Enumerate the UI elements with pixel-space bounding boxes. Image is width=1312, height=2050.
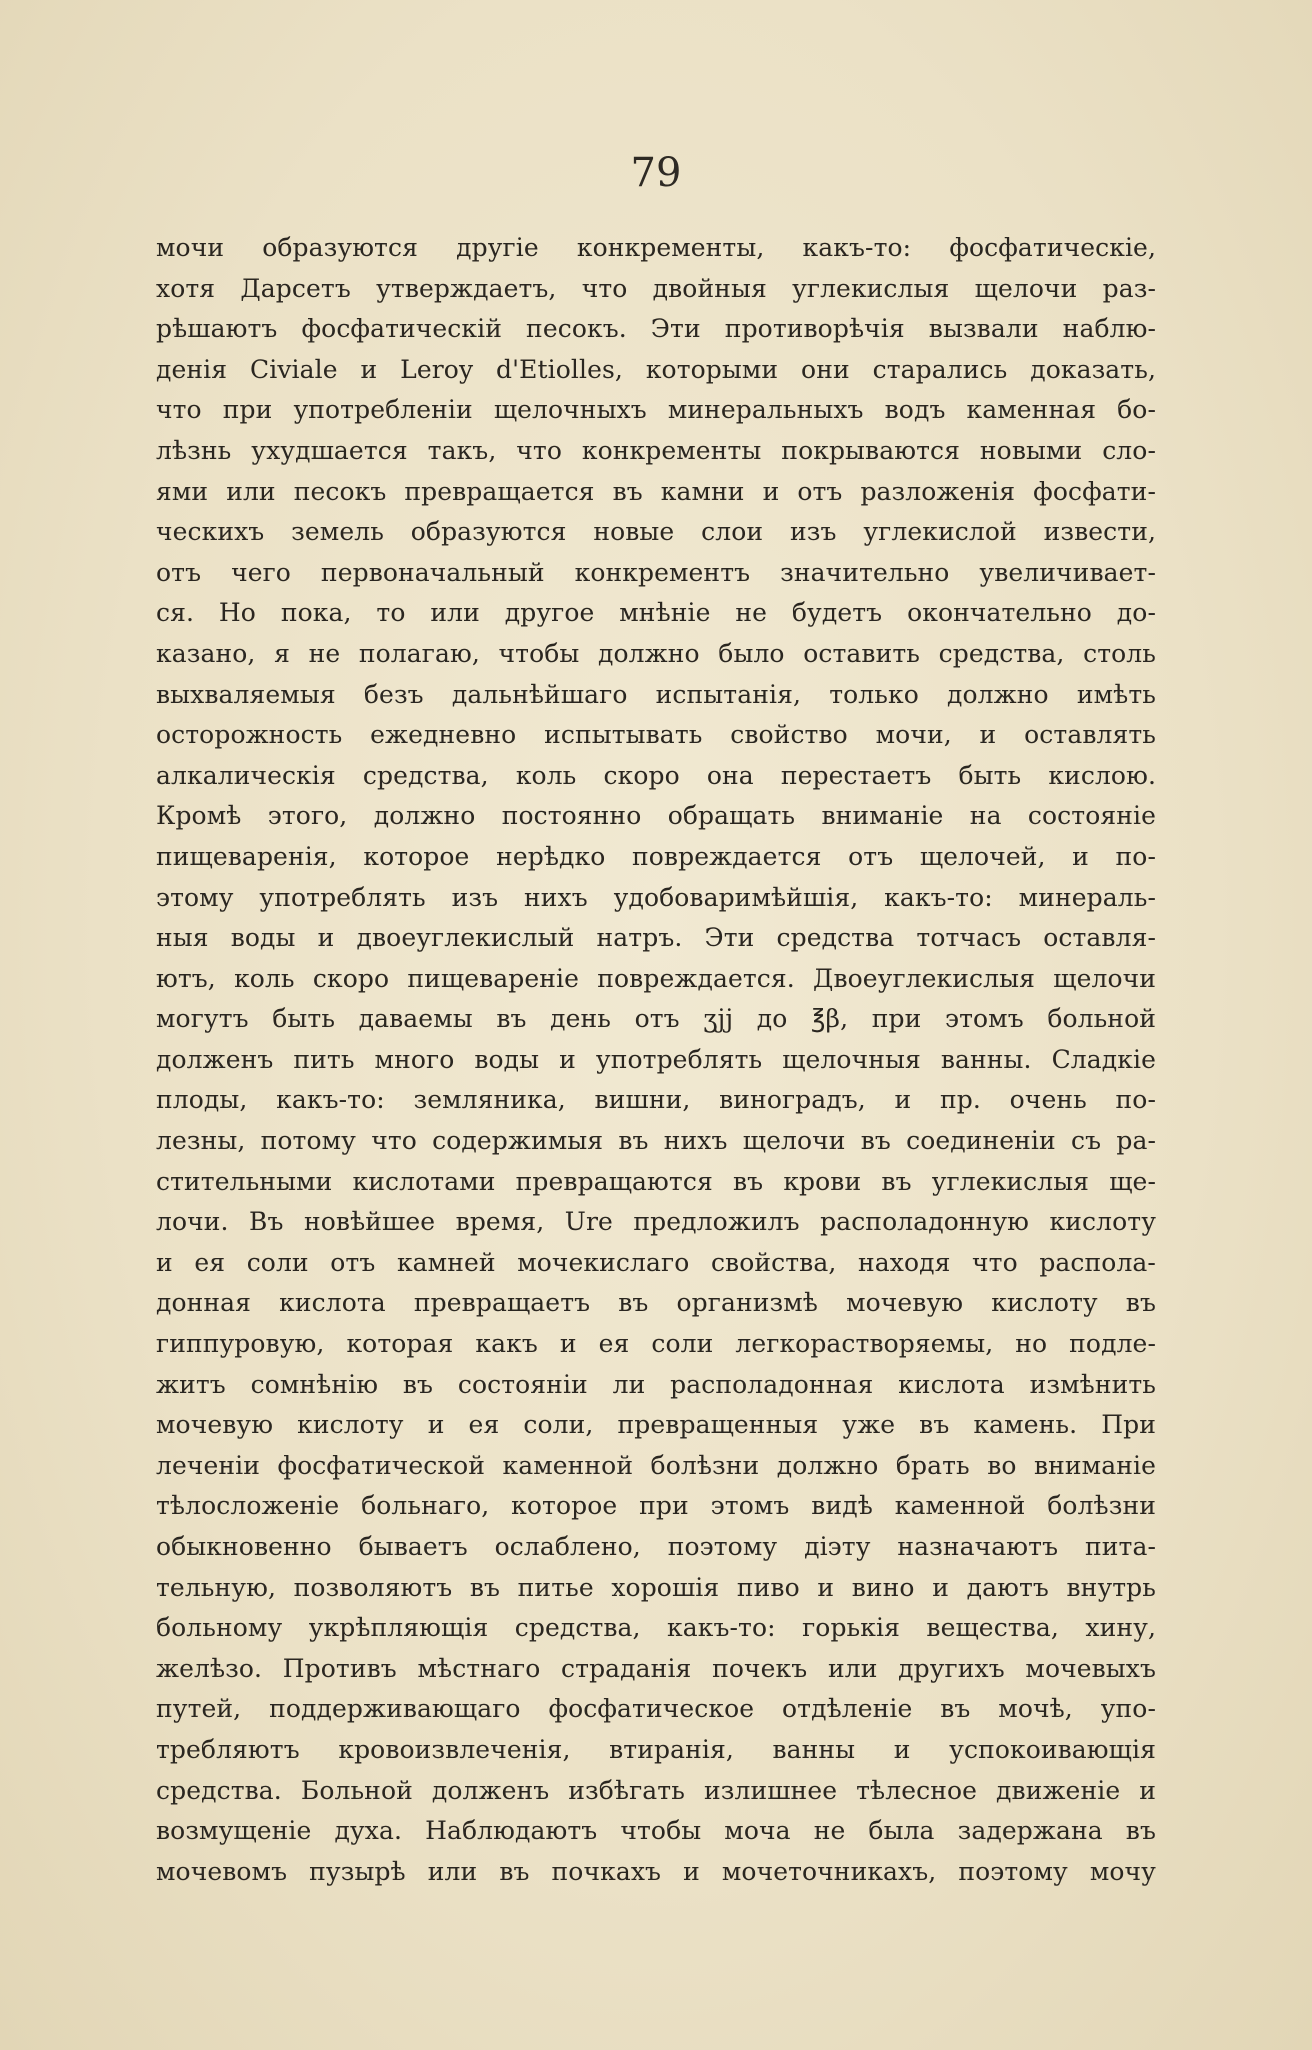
page-number: 79	[630, 150, 682, 196]
text-line: ями или песокъ превращается въ камни и отъ разложенія фосфати-	[156, 476, 1156, 506]
text-line: желѣзо. Противъ мѣстнаго страданія почекъ или другихъ мочевыхъ	[156, 1653, 1156, 1683]
text-line: ютъ, коль скоро пищевареніе повреждается. Двоеуглекислыя щелочи	[156, 963, 1156, 993]
text-line: лочи. Въ новѣйшее время, Ure предложилъ располадонную кислоту	[156, 1207, 1156, 1237]
text-line: алкалическія средства, коль скоро она перестаетъ быть кислою.	[156, 760, 1156, 790]
text-line: лезны, потому что содержимыя въ нихъ щелочи въ соединеніи съ ра-	[156, 1126, 1156, 1156]
text-line: рѣшаютъ фосфатическій песокъ. Эти противорѣчія вызвали наблю-	[156, 314, 1156, 344]
text-line: требляютъ кровоизвлеченія, втиранія, ванны и успокоивающія	[156, 1734, 1156, 1764]
text-line: долженъ пить много воды и употреблять щелочныя ванны. Сладкіе	[156, 1044, 1156, 1074]
text-line: плоды, какъ-то: земляника, вишни, виноградъ, и пр. очень по-	[156, 1085, 1156, 1115]
text-line: мочевомъ пузырѣ или въ почкахъ и мочеточникахъ, поэтому мочу	[156, 1856, 1156, 1886]
text-line: житъ сомнѣнію въ состояніи ли располадонная кислота измѣнить	[156, 1369, 1156, 1399]
text-line: возмущеніе духа. Наблюдаютъ чтобы моча не была задержана въ	[156, 1816, 1156, 1846]
text-line: хотя Дарсетъ утверждаетъ, что двойныя углекислыя щелочи раз-	[156, 273, 1156, 303]
text-line: мочи образуются другіе конкременты, какъ-то: фосфатическіе,	[156, 233, 1156, 262]
body-text	[156, 228, 1156, 1892]
text-line: тѣлосложеніе больнаго, которое при этомъ видѣ каменной болѣзни	[156, 1491, 1156, 1521]
text-line: что при употребленіи щелочныхъ минеральныхъ водъ каменная бо-	[156, 395, 1156, 425]
text-line: отъ чего первоначальный конкрементъ значительно увеличивает-	[156, 557, 1156, 587]
text-line: и ея соли отъ камней мочекислаго свойства, находя что располa-	[156, 1247, 1156, 1277]
text-line: донная кислота превращаетъ въ организмѣ мочевую кислоту въ	[156, 1288, 1156, 1318]
text-line: пищеваренія, которое нерѣдко повреждается отъ щелочей, и по-	[156, 841, 1156, 871]
text-line: мочевую кислоту и ея соли, превращенныя уже въ камень. При	[156, 1410, 1156, 1440]
text-line: путей, поддерживающаго фосфатическое отдѣленіе въ мочѣ, упо-	[156, 1694, 1156, 1724]
text-line: этому употреблять изъ нихъ удобоваримѣйшія, какъ-то: минераль-	[156, 882, 1156, 912]
text-line: ся. Но пока, то или другое мнѣніе не будетъ окончательно до-	[156, 598, 1156, 628]
text-line: осторожность ежедневно испытывать свойство мочи, и оставлять	[156, 720, 1156, 750]
text-line: стительными кислотами превращаются въ крови въ углекислыя ще-	[156, 1166, 1156, 1196]
text-line: лѣзнь ухудшается такъ, что конкременты покрываются новыми сло-	[156, 435, 1156, 465]
text-line: больному укрѣпляющія средства, какъ-то: горькія вещества, хину,	[156, 1613, 1156, 1643]
text-line: ческихъ земель образуются новые слои изъ углекислой извести,	[156, 517, 1156, 547]
text-line: леченіи фосфатической каменной болѣзни должно брать во вниманіе	[156, 1450, 1156, 1480]
text-line: средства. Больной долженъ избѣгать излишнее тѣлесное движеніе и	[156, 1775, 1156, 1805]
text-line: Кромѣ этого, должно постоянно обращать вниманіе на состояніе	[156, 801, 1156, 831]
text-line: тельную, позволяютъ въ питье хорошія пиво и вино и даютъ внутрь	[156, 1572, 1156, 1602]
text-line: обыкновенно бываетъ ослаблено, поэтому діэту назначаютъ пита-	[156, 1532, 1156, 1561]
text-line: могутъ быть даваемы въ день отъ ʒjj до ℥β, при этомъ больной	[156, 1004, 1156, 1034]
text-line: выхваляемыя безъ дальнѣйшаго испытанія, только должно имѣть	[156, 679, 1156, 709]
text-line: ныя воды и двоеуглекислый натръ. Эти средства тотчасъ оставля-	[156, 923, 1156, 953]
text-line: денія Civiale и Leroy d'Etiolles, которыми они старались доказать,	[156, 354, 1156, 384]
text-line: казано, я не полагаю, чтобы должно было оставить средства, столь	[156, 638, 1156, 668]
text-line: гиппуровую, которая какъ и ея соли легкорастворяемы, но подле-	[156, 1329, 1156, 1359]
